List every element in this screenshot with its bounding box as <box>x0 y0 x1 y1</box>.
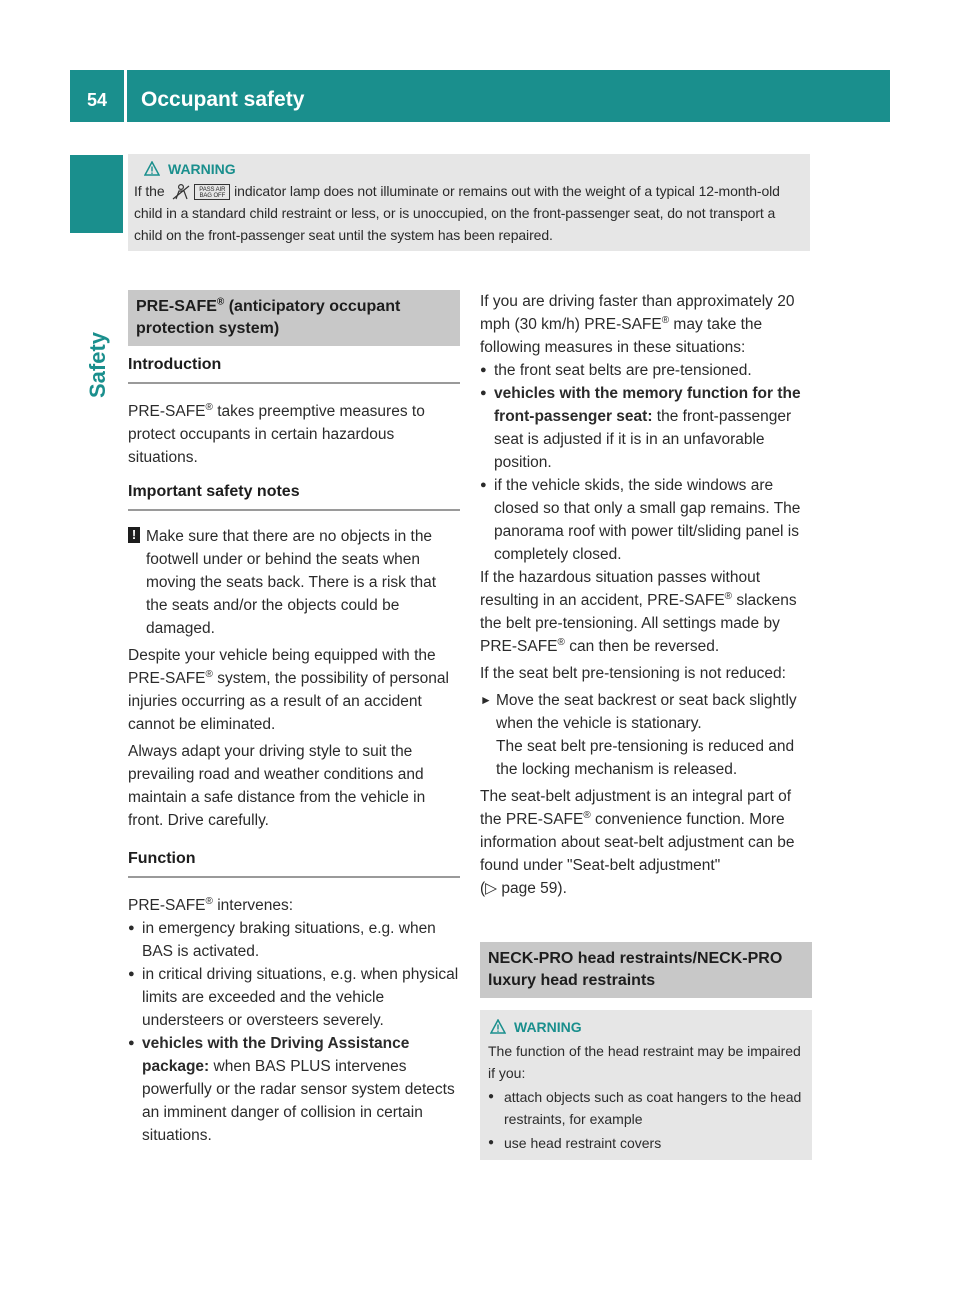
list-item: ● if the vehicle skids, the side windows are closed so that only a small gap remains. The panorama roof with power tilt/sliding panel is completely closed. <box>480 477 801 563</box>
list-item: ● attach objects such as coat hangers to the head restraints, for example <box>488 1089 802 1127</box>
instruction-step: ► Move the seat backrest or seat back slightly when the vehicle is stationary. <box>480 689 812 735</box>
function-intro: PRE-SAFE® intervenes: <box>128 895 294 914</box>
seat-belt-adjustment-paragraph: The seat-belt adjustment is an integral part of the PRE-SAFE® convenience function. More information about seat-belt adjustment can be found under "Seat-belt adjustment" (▷ page 59). <box>480 788 795 897</box>
exclamation-icon: ! <box>128 527 140 543</box>
child-seat-icon <box>170 183 192 201</box>
list-item: ● the front seat belts are pre-tensioned. <box>480 362 752 379</box>
right-column <box>480 290 812 1160</box>
top-warning-text: If the PASS AIR BAG OFF indicator lamp does not illuminate or remains out with the weight of a typical 12-month-old child in a standard child restraint or less, or is unoccupied, on the front-passenger seat, do not transport a child on the front-passenger seat until the system has been repaired. <box>134 183 780 243</box>
top-warning-box <box>128 154 810 251</box>
neck-pro-warning-text: The function of the head restraint may be impaired if you: <box>488 1043 801 1081</box>
page-reference-link[interactable]: (▷ page 59). <box>480 880 567 897</box>
page-title: Occupant safety <box>141 88 305 111</box>
list-item: ● vehicles with the memory function for the front-passenger seat: the front-passenger seat is adjusted if it is in an unfavorable position. <box>480 385 801 471</box>
side-section-label: Safety <box>85 331 110 399</box>
pass-airbag-off-lamp-icon: PASS AIR BAG OFF <box>194 184 230 200</box>
step-arrow-icon: ► <box>480 693 492 707</box>
warning-triangle-icon <box>144 161 160 177</box>
warning-label: WARNING <box>514 1019 582 1035</box>
neck-pro-warning-box <box>480 1010 812 1160</box>
warning-triangle-icon <box>490 1019 506 1035</box>
neck-pro-section-heading: NECK-PRO head restraints/NECK-PRO luxury head restraints <box>480 942 812 998</box>
left-column <box>128 290 460 1147</box>
presafe-section-heading: PRE-SAFE® (anticipatory occupant protection system) <box>128 290 460 346</box>
header-divider <box>124 70 127 122</box>
safety-paragraph-1: Despite your vehicle being equipped with the PRE-SAFE® system, the possibility of personal injuries occurring as a result of an accident cannot be eliminated. <box>128 647 449 733</box>
list-item: ● in emergency braking situations, e.g. when BAS is activated. <box>128 920 436 960</box>
introduction-heading: Introduction <box>128 356 460 384</box>
introduction-text: PRE-SAFE® takes preemptive measures to protect occupants in certain hazardous situations. <box>128 401 425 466</box>
list-item: ● use head restraint covers <box>488 1135 662 1151</box>
step-result: The seat belt pre-tensioning is reduced and the locking mechanism is released. <box>496 738 795 778</box>
not-reduced-paragraph: If the seat belt pre-tensioning is not reduced: <box>480 665 786 682</box>
list-item: ● in critical driving situations, e.g. when physical limits are exceeded and the vehicle understeers or oversteers severely. <box>128 966 459 1029</box>
function-heading: Function <box>128 850 460 878</box>
list-item: ● vehicles with the Driving Assistance package: when BAS PLUS intervenes powerfully or the radar sensor system detects an imminent danger of collision in certain situations. <box>128 1035 455 1144</box>
safety-notes-heading: Important safety notes <box>128 483 460 511</box>
important-note: ! Make sure that there are no objects in the footwell under or behind the seats when moving the seats back. There is a risk that the seats and/or the objects could be damaged. <box>128 525 460 640</box>
safety-paragraph-2: Always adapt your driving style to suit the prevailing road and weather conditions and maintain a safe distance from the vehicle in front. Drive carefully. <box>128 743 426 829</box>
page-number: 54 <box>86 90 108 110</box>
presafe-speed-paragraph: If you are driving faster than approximately 20 mph (30 km/h) PRE-SAFE® may take the following measures in these situations: <box>480 293 795 356</box>
hazard-passes-paragraph: If the hazardous situation passes without resulting in an accident, PRE-SAFE® slackens the belt pre-tensioning. All settings made by PRE-SAFE® can then be reversed. <box>480 569 797 655</box>
side-tab-block <box>70 155 123 233</box>
warning-label: WARNING <box>168 161 236 177</box>
